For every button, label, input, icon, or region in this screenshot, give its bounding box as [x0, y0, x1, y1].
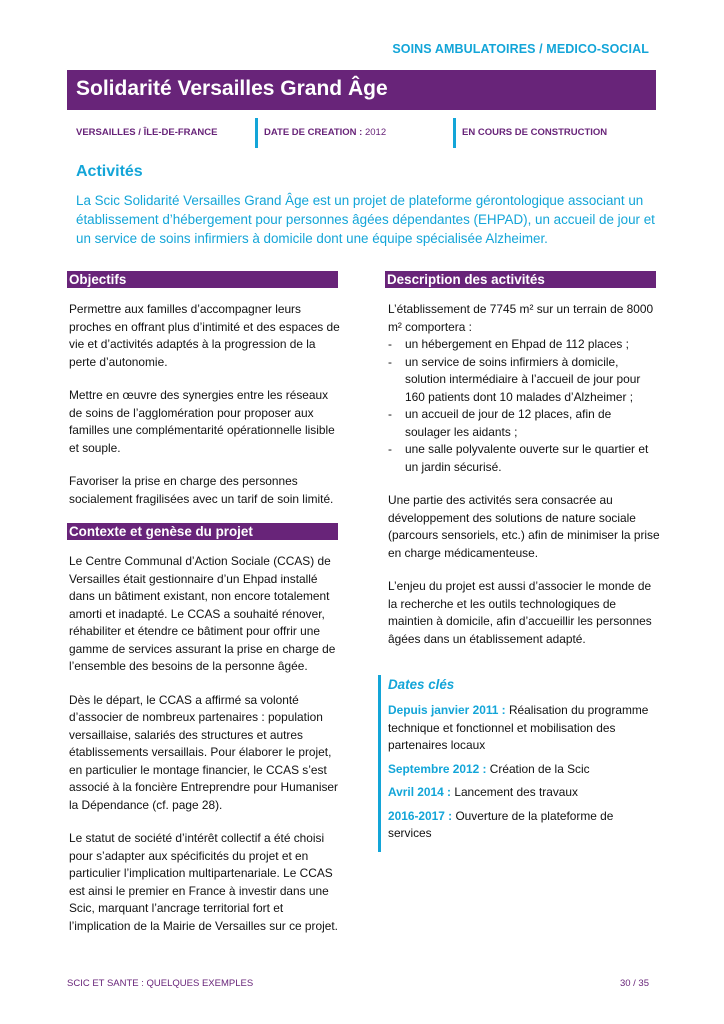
contexte-paragraph: Dès le départ, le CCAS a affirmé sa volonté d’associer de nombreux partenaires : population versaillaise, salariés des structures et autres établissements versaillais. Pour élaborer le projet, en particulier le montage financier, le CCAS s’est associé à la foncière Entreprendre pour Humaniser la Dépendance (cf. page 28).	[69, 692, 339, 812]
list-item-text: un accueil de jour de 12 places, afin de soulager les aidants ;	[405, 407, 612, 439]
description-list	[388, 336, 660, 476]
bullet-dash: -	[388, 407, 392, 421]
objectifs-paragraph: Favoriser la prise en charge des personnes socialement fragilisées avec un tarif de soin limité.	[69, 474, 334, 506]
list-item-text: une salle polyvalente ouverte sur le quartier et un jardin sécurisé.	[405, 442, 649, 474]
bullet-dash: -	[388, 354, 392, 369]
list-item	[388, 354, 660, 407]
list-item	[388, 441, 660, 476]
date-text: Réalisation du programme technique et fonctionnel et mobilisation des partenaires locaux	[388, 703, 649, 752]
list-item-text: un hébergement en Ehpad de 112 places ;	[405, 337, 629, 351]
section-heading: SOINS AMBULATOIRES / MEDICO-SOCIAL	[392, 42, 649, 56]
list-item-text: un service de soins infirmiers à domicile, solution intermédiaire à l’accueil de jour pour 160 patients dont 10 malades d’Alzheimer ;	[405, 354, 641, 404]
date-text: Création de la Scic	[489, 761, 590, 776]
date-label: Depuis janvier 2011 :	[388, 703, 509, 717]
date-item	[388, 808, 658, 843]
date-text: Ouverture de la plateforme de services	[388, 808, 614, 840]
objectifs-paragraph: Permettre aux familles d’accompagner leurs proches en offrant plus d’intimité et des espaces de vie et d’activités adaptés à la progression de la perte d’autonomie.	[69, 302, 340, 369]
list-item	[388, 406, 660, 441]
objectifs-heading: Objectifs	[67, 271, 338, 288]
page-title: Solidarité Versailles Grand Âge	[67, 70, 656, 110]
activites-intro: La Scic Solidarité Versailles Grand Âge est un projet de plateforme gérontologique associant un établissement d’hébergement pour personnes âgées dépendantes (EHPAD), un accueil de jour et un service de soins infirmiers à domicile dont une équipe spécialisée Alzheimer.	[76, 193, 655, 246]
bullet-dash: -	[388, 337, 392, 351]
date-label: Septembre 2012 :	[388, 761, 490, 776]
contexte-paragraph: Le statut de société d’intérêt collectif a été choisi pour s’adapter aux spécificités du projet et en particulier l’implication multipartenariale. Le CCAS est ainsi le premier en France à investir dans une Scic, marquant l’ancrage territorial fort et l’implication de la Mairie de Versailles sur ce projet.	[69, 831, 338, 933]
date-label: 2016-2017 :	[388, 808, 456, 823]
description-body	[388, 301, 660, 664]
description-lead: L’établissement de 7745 m² sur un terrain de 8000 m² comportera :	[388, 302, 654, 334]
creation-date-label: DATE DE CREATION :	[264, 127, 365, 138]
description-paragraph: L’enjeu du projet est aussi d’associer le monde de la recherche et les outils technologiques de maintien à domicile, afin d’accueillir les personnes âgées dans un établissement adapté.	[388, 579, 652, 646]
contexte-paragraph: Le Centre Communal d’Action Sociale (CCAS) de Versailles était gestionnaire d’un Ehpad installé dans un bâtiment existant, non encore totalement amorti et inadapté. Le CCAS a souhaité rénover, réhabiliter et étendre ce bâtiment pour offrir une gamme de services assurant la prise en charge de l’ensemble des besoins de la personne âgée.	[69, 554, 336, 673]
description-paragraph: Une partie des activités sera consacrée au développement des solutions de nature sociale (parcours sensoriels, etc.) afin de minimiser la prise en charge médicamenteuse.	[388, 493, 660, 560]
date-item	[388, 702, 658, 755]
meta-divider	[453, 118, 456, 148]
dates-heading: Dates clés	[388, 677, 455, 692]
description-heading: Description des activités	[385, 271, 656, 288]
creation-date-value: 2012	[364, 127, 387, 138]
date-label: Avril 2014 :	[388, 785, 455, 799]
creation-date	[264, 127, 386, 138]
page-number: 30 / 35	[619, 978, 649, 989]
date-item	[388, 761, 658, 779]
date-item	[388, 784, 658, 802]
date-text: Lancement des travaux	[454, 785, 578, 799]
dates-accent-bar	[378, 675, 381, 852]
contexte-heading: Contexte et genèse du projet	[67, 523, 338, 540]
objectifs-body	[69, 301, 341, 524]
objectifs-paragraph: Mettre en œuvre des synergies entre les réseaux de soins de l’agglomération pour proposer aux familles une complémentarité opérationnelle lisible et souple.	[69, 388, 335, 455]
dates-list	[388, 702, 658, 849]
activites-heading: Activités	[76, 163, 143, 180]
list-item	[388, 336, 660, 354]
status-label: EN COURS DE CONSTRUCTION	[462, 127, 608, 138]
bullet-dash: -	[388, 442, 392, 456]
footer-title: SCIC ET SANTE : QUELQUES EXEMPLES	[67, 978, 254, 989]
meta-divider	[255, 118, 258, 148]
contexte-body	[69, 553, 341, 951]
location-label: VERSAILLES / ÎLE-DE-FRANCE	[76, 127, 218, 138]
